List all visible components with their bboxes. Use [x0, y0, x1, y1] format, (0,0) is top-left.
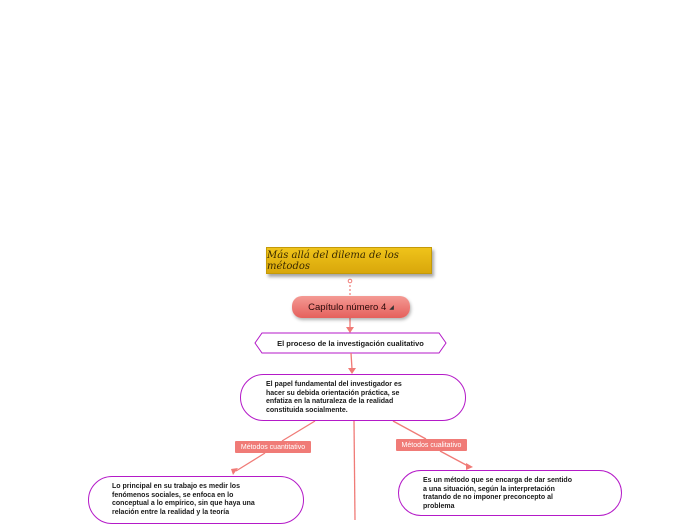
- central-node-line: hacer su debida orientación práctica, se: [266, 389, 400, 397]
- chapter-label: Capítulo número 4: [308, 301, 387, 313]
- process-node[interactable]: [255, 333, 446, 353]
- connector-central-right: [393, 421, 426, 439]
- central-node-line: enfatiza en la naturaleza de la realidad: [266, 398, 394, 406]
- quantitative-node-line: Lo principal en su trabajo es medir los: [112, 483, 240, 490]
- connector-process-central: [351, 353, 352, 369]
- main-topic-label: Más allá del dilema de los métodos: [267, 249, 399, 272]
- connector-lefttag-leftnode: [236, 453, 265, 471]
- quantitative-node[interactable]: [88, 476, 304, 524]
- main-topic-node[interactable]: [266, 247, 432, 274]
- qualitative-node-line: a una situación, según la interpretación: [423, 485, 555, 493]
- quantitative-node-line: relación entre la realidad y la teoría: [112, 508, 230, 516]
- qualitative-tag-label: Métodos cualitativo: [401, 441, 462, 449]
- quantitative-node-line: conceptual a lo empírico, sin que haya una: [112, 500, 255, 508]
- central-node-line: El papel fundamental del investigador es: [266, 381, 402, 388]
- qualitative-methods-tag[interactable]: [396, 439, 467, 451]
- qualitative-node[interactable]: [398, 470, 622, 516]
- quantitative-tag-label: Métodos cuantitativo: [240, 443, 306, 451]
- connector-righttag-rightnode: [440, 451, 468, 466]
- central-node-line: constituida socialmente.: [266, 406, 348, 414]
- chapter-node[interactable]: [292, 296, 410, 318]
- arrowhead: [466, 463, 473, 470]
- connector-central-left: [282, 421, 315, 441]
- central-node[interactable]: [240, 374, 466, 421]
- quantitative-node-line: fenómenos sociales, se enfoca en lo: [112, 491, 234, 499]
- quantitative-methods-tag[interactable]: [235, 441, 311, 453]
- process-label: El proceso de la investigación cualitativo: [277, 338, 424, 348]
- qualitative-node-line: Es un método que se encarga de dar sentido: [423, 477, 572, 484]
- connector-central-down: [354, 421, 355, 520]
- qualitative-node-line: problema: [423, 502, 455, 510]
- connector-handle[interactable]: [348, 279, 352, 283]
- triangle-icon[interactable]: ◢: [389, 304, 394, 311]
- qualitative-node-line: tratando de no imponer preconcepto al: [423, 494, 553, 502]
- arrowhead: [231, 468, 238, 475]
